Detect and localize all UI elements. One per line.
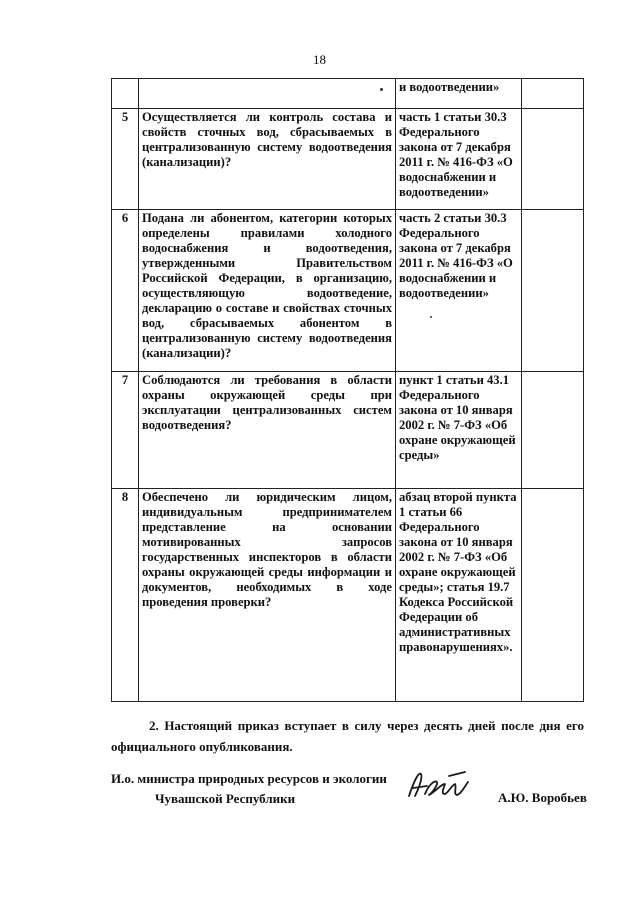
question-cell xyxy=(139,489,396,702)
scan-speck xyxy=(380,88,383,91)
table-row xyxy=(112,109,584,210)
question-cell xyxy=(139,79,396,109)
result-cell xyxy=(522,372,584,489)
page-number: 18 xyxy=(313,52,326,67)
handwritten-signature xyxy=(405,766,475,806)
question-text: Обеспечено ли юридическим лицом, индивидуальным предпринимателем представление на основании мотивированных запросов государственных инспекторов в области охраны окружающей среды информации и документов, необходимых в ходе проведения проверки? xyxy=(142,490,392,609)
result-cell xyxy=(522,109,584,210)
row-number: 6 xyxy=(112,210,139,372)
legal-reference-cell xyxy=(396,372,522,489)
legal-reference-cell xyxy=(396,79,522,109)
scan-speck xyxy=(430,316,432,318)
question-cell xyxy=(139,372,396,489)
table-row xyxy=(112,372,584,489)
table-row xyxy=(112,79,584,109)
legal-reference-text: и водоотведении» xyxy=(399,80,500,94)
effective-date-paragraph: 2. Настоящий приказ вступает в силу через десять дней после дня его официального опубликования. xyxy=(111,718,584,754)
result-cell xyxy=(522,489,584,702)
legal-reference-text: пункт 1 статьи 43.1 Федерального закона от 10 января 2002 г. № 7-ФЗ «Об охране окружающей среды» xyxy=(399,373,516,462)
legal-reference-cell xyxy=(396,489,522,702)
legal-reference-text: абзац второй пункта 1 статьи 66 Федерального закона от 10 января 2002 г. № 7-ФЗ «Об охране окружающей среды»; статья 19.7 Кодекса Российской Федерации об административных правонарушениях». xyxy=(399,490,517,654)
signer-name: А.Ю. Воробьев xyxy=(498,790,587,805)
row-number: 5 xyxy=(112,109,139,210)
row-number: 8 xyxy=(112,489,139,702)
question-text: Соблюдаются ли требования в области охраны окружающей среды при эксплуатации централизованных систем водоотведения? xyxy=(142,373,392,432)
legal-reference-text: часть 1 статьи 30.3 Федерального закона от 7 декабря 2011 г. № 416-ФЗ «О водоснабжении и водоотведении» xyxy=(399,110,513,199)
row-number xyxy=(112,79,139,109)
row-number: 7 xyxy=(112,372,139,489)
question-cell xyxy=(139,109,396,210)
table-row xyxy=(112,489,584,702)
legal-reference-cell xyxy=(396,210,522,372)
question-cell xyxy=(139,210,396,372)
requirements-table xyxy=(111,78,584,702)
question-text: Подана ли абонентом, категории которых определены правилами холодного водоснабжения и водоотведения, утвержденными Правительством Российской Федерации, в организацию, осуществляющую водоотведение, декларацию о составе и свойствах сточных вод, сбрасываемых абонентом в централизованную систему водоотведения (канализации)? xyxy=(142,211,392,360)
result-cell xyxy=(522,79,584,109)
signer-title: И.о. министра природных ресурсов и экологии xyxy=(111,771,387,786)
legal-reference-text: часть 2 статьи 30.3 Федерального закона от 7 декабря 2011 г. № 416-ФЗ «О водоснабжении и водоотведении» xyxy=(399,211,513,300)
result-cell xyxy=(522,210,584,372)
legal-reference-cell xyxy=(396,109,522,210)
question-text: Осуществляется ли контроль состава и свойств сточных вод, сбрасываемых в централизованную систему водоотведения (канализации)? xyxy=(142,110,392,169)
table-row xyxy=(112,210,584,372)
signer-organization: Чувашской Республики xyxy=(155,791,296,806)
